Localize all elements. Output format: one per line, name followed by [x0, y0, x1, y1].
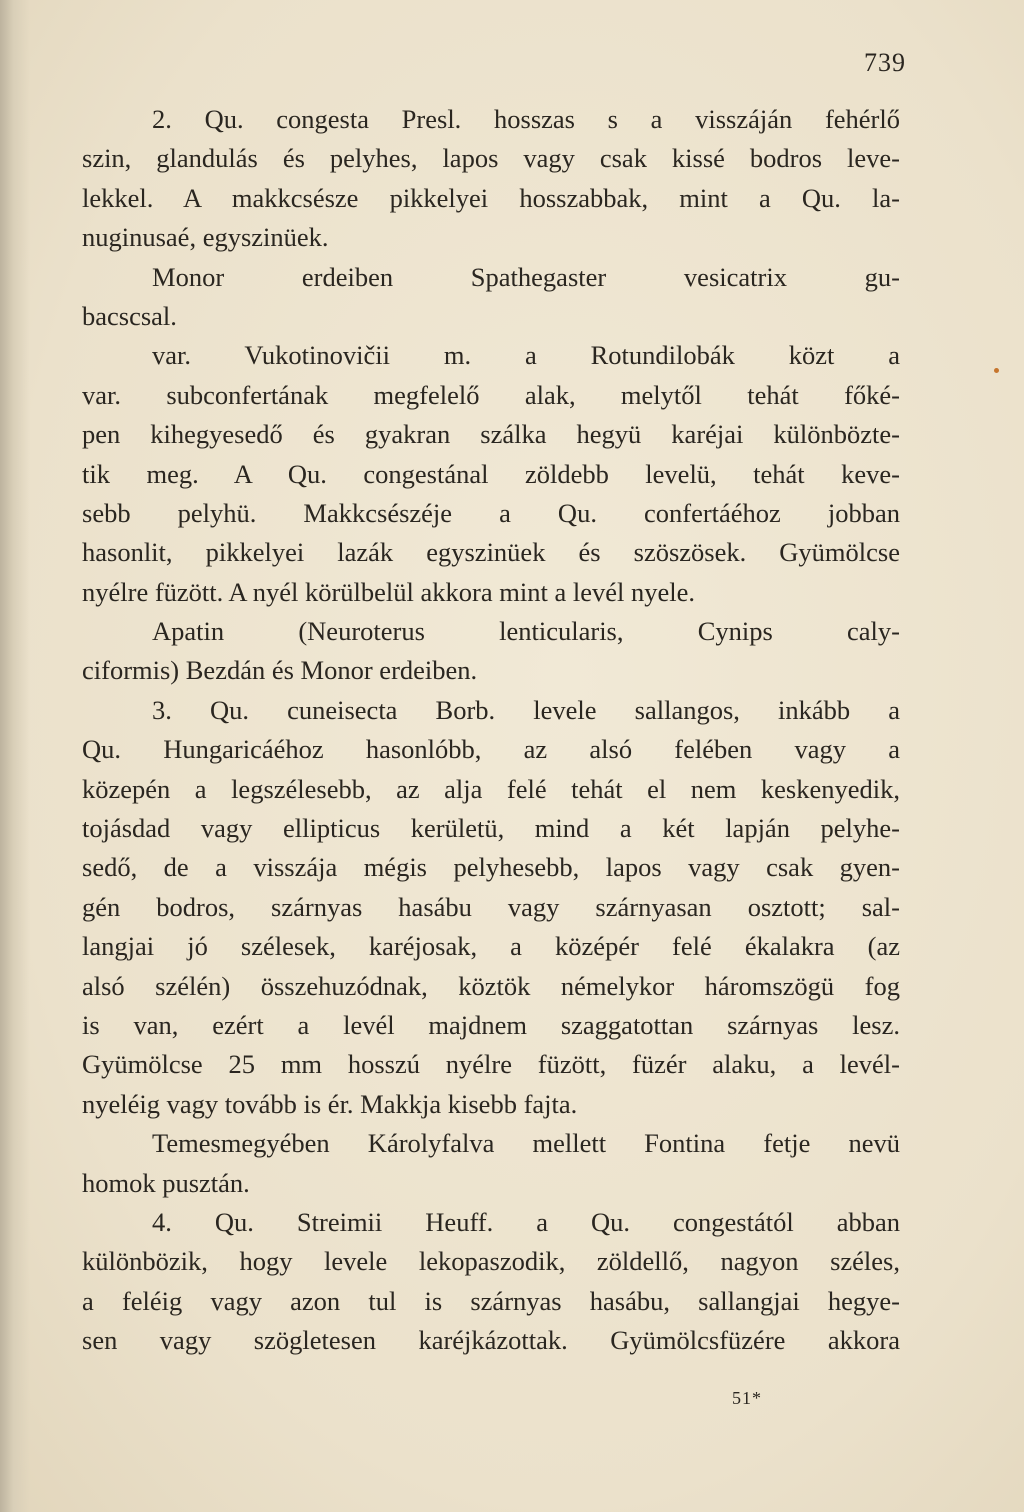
text-line: lekkel. A makkcsésze pikkelyei hosszabbak, mint a Qu. la- — [82, 182, 900, 213]
text-line: 3. Qu. cuneisecta Borb. levele sallangos, inkább a — [152, 694, 900, 725]
text-line: is van, ezért a levél majdnem szaggatottan szárnyas lesz. — [82, 1009, 900, 1040]
page-number: 739 — [864, 48, 906, 77]
text-line: hasonlit, pikkelyei lazák egyszinüek és szöszösek. Gyümölcse — [82, 537, 900, 568]
text-line: szin, glandulás és pelyhes, lapos vagy csak kissé bodros leve- — [82, 143, 900, 174]
signature-mark: 51* — [732, 1388, 762, 1408]
text-line: bacscsal. — [82, 300, 177, 331]
text-line: ciformis) Bezdán és Monor erdeiben. — [82, 655, 478, 686]
text-line: Qu. Hungaricáéhoz hasonlóbb, az alsó felében vagy a — [82, 734, 900, 765]
text-line: tojásdad vagy ellipticus kerületü, mind a két lapján pelyhe- — [82, 813, 900, 844]
text-line: sen vagy szögletesen karéjkázottak. Gyümölcsfüzére akkora — [82, 1325, 900, 1356]
text-line: homok pusztán. — [82, 1167, 250, 1198]
text-line: sebb pelyhü. Makkcsészéje a Qu. confertáéhoz jobban — [82, 497, 900, 528]
text-line: 2. Qu. congesta Presl. hosszas s a visszáján fehérlő — [152, 104, 900, 134]
text-line: Apatin (Neuroterus lenticularis, Cynips caly- — [152, 616, 900, 647]
text-line: nyeléig vagy tovább is ér. Makkja kisebb fajta. — [82, 1088, 578, 1119]
text-line: a feléig vagy azon tul is szárnyas hasábu, sallangjai hegye- — [82, 1285, 900, 1316]
text-line: pen kihegyesedő és gyakran szálka hegyü karéjai különbözte- — [82, 419, 900, 450]
text-line: langjai jó szélesek, karéjosak, a középér felé ékalakra (az — [82, 931, 900, 962]
text-line: sedő, de a visszája mégis pelyhesebb, lapos vagy csak gyen- — [82, 852, 900, 883]
text-line: var. subconfertának megfelelő alak, melytől tehát főké- — [82, 379, 900, 410]
text-line: tik meg. A Qu. congestánal zöldebb levelü, tehát keve- — [82, 458, 900, 489]
text-line: Monor erdeiben Spathegaster vesicatrix gu- — [152, 261, 900, 292]
text-line: 4. Qu. Streimii Heuff. a Qu. congestától abban — [152, 1206, 900, 1237]
body-text — [82, 100, 900, 1361]
text-line: alsó szélén) összehuzódnak, köztök némelykor háromszögü fog — [82, 970, 900, 1001]
text-line: nuginusaé, egyszinüek. — [82, 222, 329, 253]
text-line: nyélre füzött. A nyél körülbelül akkora mint a levél nyele. — [82, 576, 695, 607]
ink-speck-icon — [994, 368, 999, 373]
text-line: közepén a legszélesebb, az alja felé tehát el nem keskenyedik, — [82, 773, 900, 804]
text-line: Gyümölcse 25 mm hosszú nyélre füzött, füzér alaku, a levél- — [82, 1049, 900, 1080]
text-line: var. Vukotinovičii m. a Rotundilobák közt a — [152, 340, 900, 371]
text-line: gén bodros, szárnyas hasábu vagy szárnyasan osztott; sal- — [82, 891, 900, 922]
text-line: Temesmegyében Károlyfalva mellett Fontina fetje nevü — [152, 1128, 900, 1159]
text-line: különbözik, hogy levele lekopaszodik, zöldellő, nagyon széles, — [82, 1246, 900, 1277]
binding-shadow — [0, 0, 30, 1512]
